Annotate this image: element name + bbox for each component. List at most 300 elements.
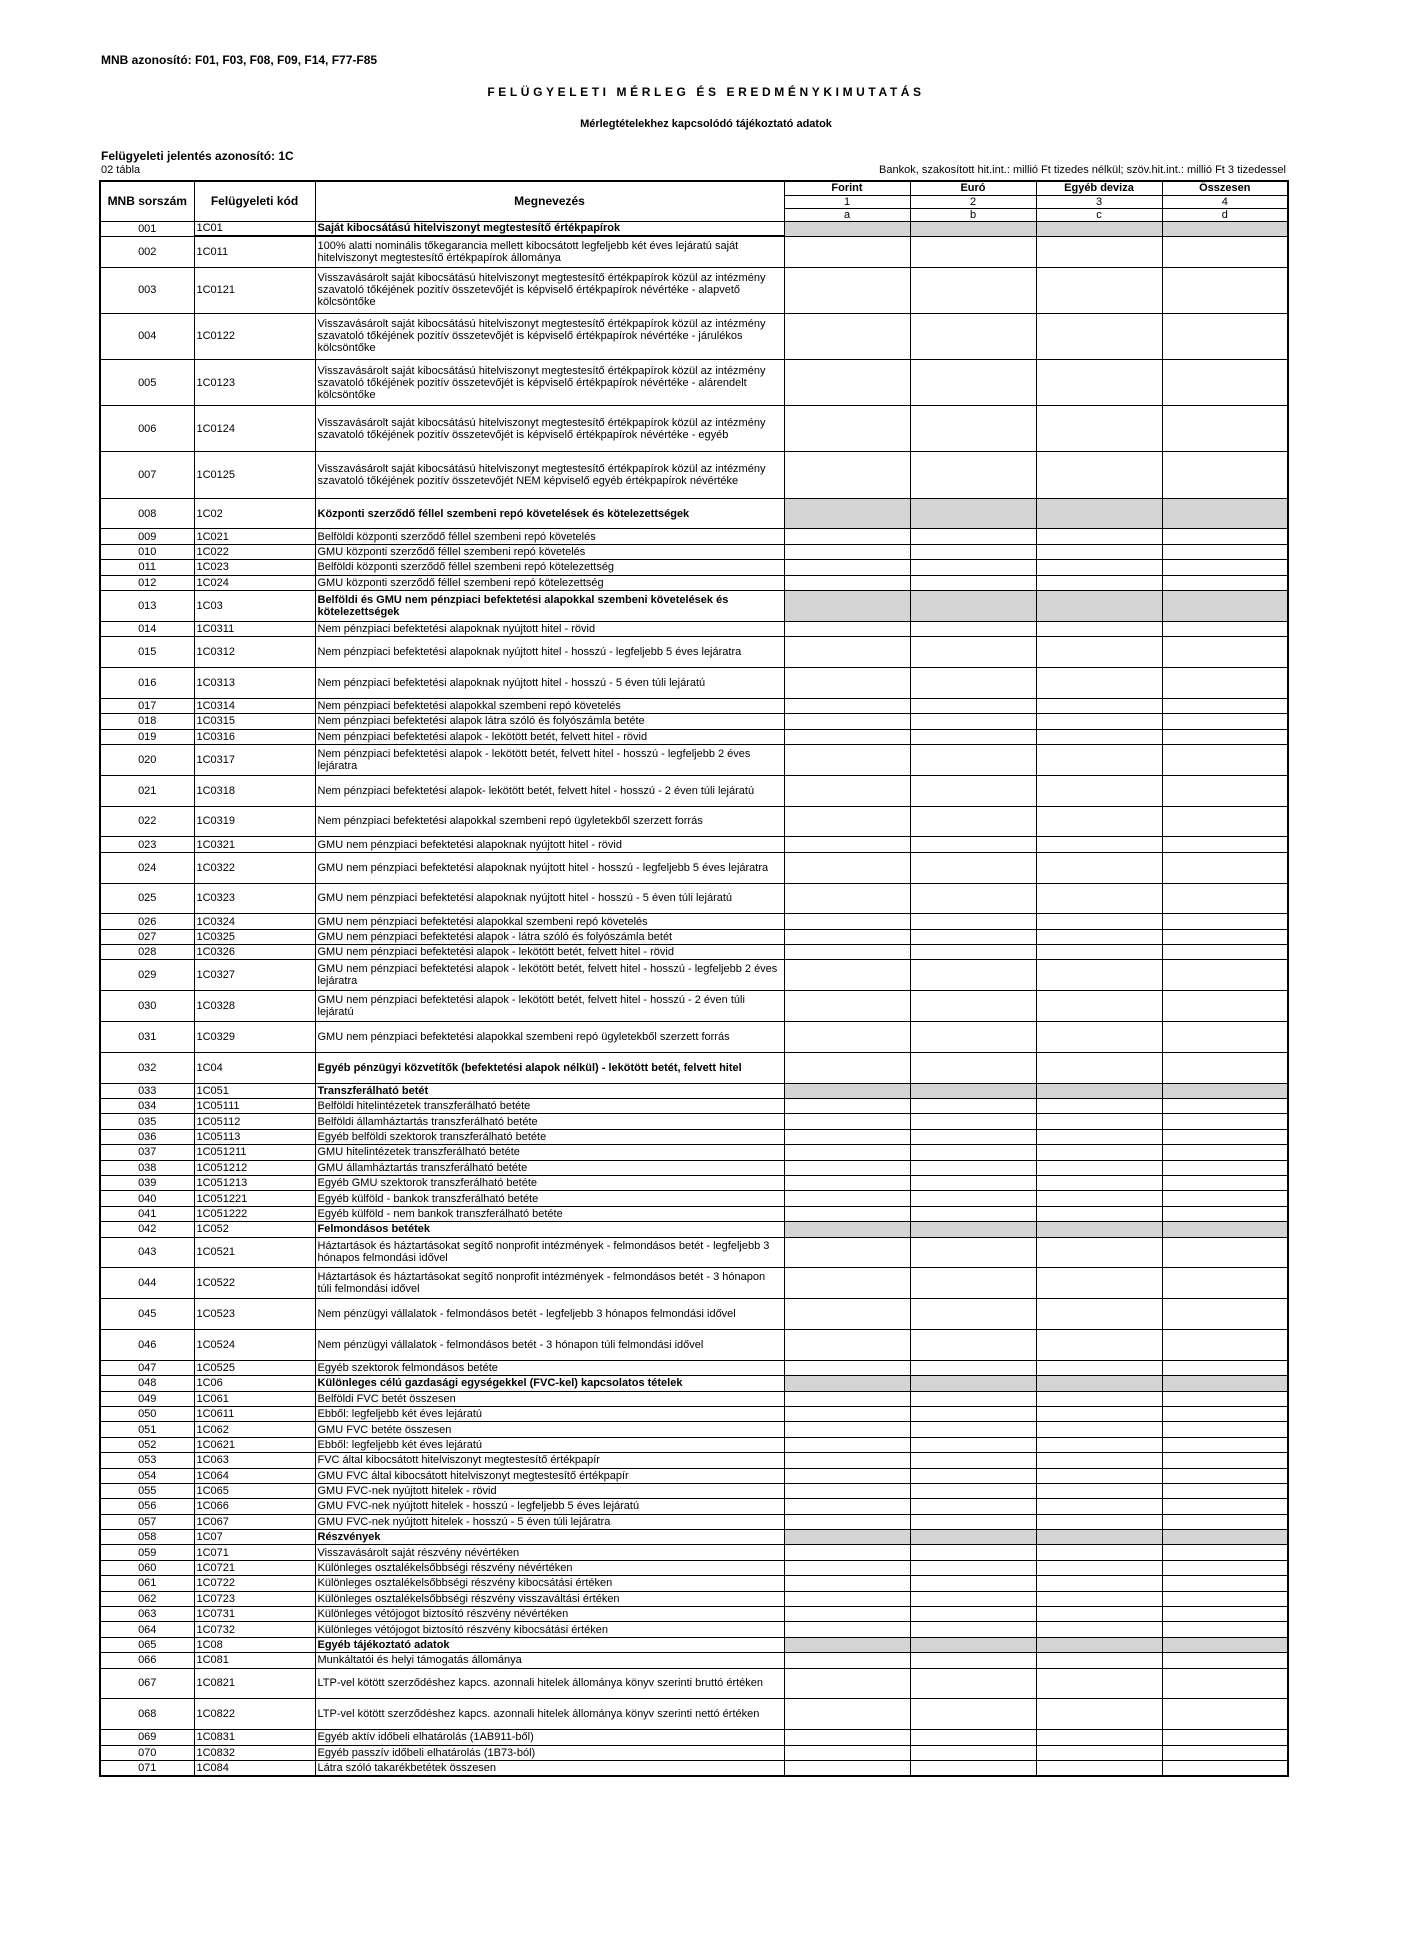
value-cell[interactable] — [910, 406, 1036, 452]
value-cell[interactable] — [1036, 1329, 1162, 1360]
value-cell[interactable] — [910, 991, 1036, 1022]
value-cell[interactable] — [1036, 744, 1162, 775]
value-cell[interactable] — [910, 1114, 1036, 1129]
value-cell[interactable] — [1036, 1622, 1162, 1637]
value-cell[interactable] — [910, 744, 1036, 775]
value-cell[interactable] — [1036, 560, 1162, 575]
value-cell[interactable] — [1036, 1376, 1162, 1391]
value-cell[interactable] — [784, 621, 910, 636]
value-cell[interactable] — [1162, 1468, 1288, 1483]
value-cell[interactable] — [1036, 1699, 1162, 1730]
value-cell[interactable] — [784, 945, 910, 960]
value-cell[interactable] — [784, 1453, 910, 1468]
value-cell[interactable] — [910, 1653, 1036, 1668]
value-cell[interactable] — [910, 1576, 1036, 1591]
value-cell[interactable] — [910, 1360, 1036, 1375]
value-cell[interactable] — [1162, 1299, 1288, 1330]
value-cell[interactable] — [910, 960, 1036, 991]
value-cell[interactable] — [1162, 1114, 1288, 1129]
value-cell[interactable] — [1036, 1360, 1162, 1375]
value-cell[interactable] — [910, 236, 1036, 267]
value-cell[interactable] — [910, 1668, 1036, 1699]
value-cell[interactable] — [1036, 929, 1162, 944]
value-cell[interactable] — [1162, 1576, 1288, 1591]
value-cell[interactable] — [1162, 1376, 1288, 1391]
row-number: 017 — [100, 698, 194, 713]
value-cell[interactable] — [910, 1299, 1036, 1330]
value-cell[interactable] — [910, 1160, 1036, 1175]
value-cell[interactable] — [1162, 1514, 1288, 1529]
value-cell[interactable] — [784, 698, 910, 713]
value-cell[interactable] — [1162, 1453, 1288, 1468]
value-cell[interactable] — [910, 1391, 1036, 1406]
value-cell[interactable] — [1036, 960, 1162, 991]
value-cell[interactable] — [784, 1514, 910, 1529]
value-cell[interactable] — [1162, 637, 1288, 668]
value-cell[interactable] — [1162, 313, 1288, 359]
value-cell[interactable] — [784, 1545, 910, 1560]
value-cell[interactable] — [1036, 1052, 1162, 1083]
value-cell[interactable] — [910, 1191, 1036, 1206]
value-cell[interactable] — [1162, 236, 1288, 267]
value-cell[interactable] — [910, 313, 1036, 359]
value-cell[interactable] — [910, 714, 1036, 729]
table-row — [100, 1668, 1288, 1699]
value-cell[interactable] — [910, 883, 1036, 914]
value-cell[interactable] — [784, 529, 910, 544]
value-cell[interactable] — [1162, 1422, 1288, 1437]
value-cell[interactable] — [1162, 714, 1288, 729]
value-cell[interactable] — [910, 1083, 1036, 1098]
value-cell[interactable] — [1036, 1653, 1162, 1668]
table-row — [100, 1176, 1288, 1191]
value-cell[interactable] — [1036, 1176, 1162, 1191]
value-cell[interactable] — [1162, 529, 1288, 544]
value-cell[interactable] — [910, 452, 1036, 498]
value-cell[interactable] — [784, 775, 910, 806]
value-cell[interactable] — [910, 1591, 1036, 1606]
value-cell[interactable] — [784, 744, 910, 775]
value-cell[interactable] — [784, 1237, 910, 1268]
value-cell[interactable] — [1162, 621, 1288, 636]
value-cell[interactable] — [1162, 1545, 1288, 1560]
value-cell[interactable] — [910, 267, 1036, 313]
value-cell[interactable] — [1162, 1499, 1288, 1514]
value-cell[interactable] — [784, 714, 910, 729]
value-cell[interactable] — [784, 1376, 910, 1391]
value-cell[interactable] — [910, 1637, 1036, 1652]
row-name: GMU FVC-nek nyújtott hitelek - rövid — [315, 1483, 784, 1498]
value-cell[interactable] — [784, 1668, 910, 1699]
value-cell[interactable] — [910, 1453, 1036, 1468]
value-cell[interactable] — [1162, 945, 1288, 960]
value-cell[interactable] — [1162, 1329, 1288, 1360]
value-cell[interactable] — [1162, 1191, 1288, 1206]
value-cell[interactable] — [1162, 1745, 1288, 1760]
value-cell[interactable] — [1036, 1607, 1162, 1622]
value-cell[interactable] — [910, 1237, 1036, 1268]
value-cell[interactable] — [910, 1052, 1036, 1083]
value-cell[interactable] — [910, 1730, 1036, 1745]
value-cell[interactable] — [1162, 1391, 1288, 1406]
value-cell[interactable] — [1162, 590, 1288, 621]
value-cell[interactable] — [1036, 313, 1162, 359]
value-cell[interactable] — [910, 575, 1036, 590]
value-cell[interactable] — [1162, 406, 1288, 452]
value-cell[interactable] — [910, 1422, 1036, 1437]
value-cell[interactable] — [910, 560, 1036, 575]
value-cell[interactable] — [784, 1560, 910, 1575]
value-cell[interactable] — [784, 1268, 910, 1299]
value-cell[interactable] — [1036, 1499, 1162, 1514]
value-cell[interactable] — [1162, 498, 1288, 529]
value-cell[interactable] — [1036, 667, 1162, 698]
value-cell[interactable] — [784, 590, 910, 621]
value-cell[interactable] — [910, 498, 1036, 529]
value-cell[interactable] — [1036, 852, 1162, 883]
value-cell[interactable] — [784, 1391, 910, 1406]
value-cell[interactable] — [1162, 544, 1288, 559]
value-cell[interactable] — [1036, 1083, 1162, 1098]
value-cell[interactable] — [910, 1745, 1036, 1760]
value-cell[interactable] — [784, 1637, 910, 1652]
value-cell[interactable] — [1036, 1114, 1162, 1129]
value-cell[interactable] — [1036, 1730, 1162, 1745]
value-cell[interactable] — [784, 1530, 910, 1545]
value-cell[interactable] — [784, 1206, 910, 1221]
value-cell[interactable] — [1036, 837, 1162, 852]
value-cell[interactable] — [1036, 221, 1162, 236]
row-number: 053 — [100, 1453, 194, 1468]
value-cell[interactable] — [1162, 1668, 1288, 1699]
value-cell[interactable] — [784, 1222, 910, 1237]
value-cell[interactable] — [1036, 1591, 1162, 1606]
value-cell[interactable] — [1162, 560, 1288, 575]
value-cell[interactable] — [1036, 452, 1162, 498]
value-cell[interactable] — [784, 1329, 910, 1360]
value-cell[interactable] — [910, 914, 1036, 929]
value-cell[interactable] — [1036, 1129, 1162, 1144]
value-cell[interactable] — [1036, 1530, 1162, 1545]
value-cell[interactable] — [784, 1422, 910, 1437]
value-cell[interactable] — [1162, 1483, 1288, 1498]
value-cell[interactable] — [910, 945, 1036, 960]
value-cell[interactable] — [1162, 1145, 1288, 1160]
value-cell[interactable] — [1036, 1514, 1162, 1529]
value-cell[interactable] — [784, 991, 910, 1022]
value-cell[interactable] — [1162, 1653, 1288, 1668]
value-cell[interactable] — [1036, 1099, 1162, 1114]
value-cell[interactable] — [784, 1437, 910, 1452]
value-cell[interactable] — [784, 852, 910, 883]
mnb-identifier: MNB azonosító: F01, F03, F08, F09, F14, F77-F85 — [101, 53, 378, 67]
value-cell[interactable] — [784, 1052, 910, 1083]
value-cell[interactable] — [910, 1099, 1036, 1114]
value-cell[interactable] — [1162, 744, 1288, 775]
value-cell[interactable] — [1036, 236, 1162, 267]
value-cell[interactable] — [1036, 1160, 1162, 1175]
value-cell[interactable] — [784, 1730, 910, 1745]
value-cell[interactable] — [784, 267, 910, 313]
value-cell[interactable] — [784, 637, 910, 668]
row-number: 010 — [100, 544, 194, 559]
value-cell[interactable] — [784, 914, 910, 929]
value-cell[interactable] — [910, 1530, 1036, 1545]
value-cell[interactable] — [1036, 1145, 1162, 1160]
value-cell[interactable] — [784, 1022, 910, 1053]
value-cell[interactable] — [910, 1129, 1036, 1144]
value-cell[interactable] — [910, 929, 1036, 944]
row-name: Nem pénzpiaci befektetési alapokkal szembeni repó követelés — [315, 698, 784, 713]
value-cell[interactable] — [784, 1607, 910, 1622]
value-cell[interactable] — [784, 1099, 910, 1114]
value-cell[interactable] — [1036, 1237, 1162, 1268]
value-cell[interactable] — [784, 221, 910, 236]
value-cell[interactable] — [1036, 1222, 1162, 1237]
value-cell[interactable] — [1162, 1360, 1288, 1375]
value-cell[interactable] — [1036, 775, 1162, 806]
value-cell[interactable] — [1162, 914, 1288, 929]
value-cell[interactable] — [1162, 1437, 1288, 1452]
value-cell[interactable] — [784, 1760, 910, 1775]
value-cell[interactable] — [784, 806, 910, 837]
value-cell[interactable] — [1162, 698, 1288, 713]
value-cell[interactable] — [1036, 1422, 1162, 1437]
value-cell[interactable] — [784, 1083, 910, 1098]
value-cell[interactable] — [910, 1468, 1036, 1483]
value-cell[interactable] — [1036, 714, 1162, 729]
value-cell[interactable] — [1162, 1560, 1288, 1575]
value-cell[interactable] — [1162, 1160, 1288, 1175]
value-cell[interactable] — [1162, 575, 1288, 590]
value-cell[interactable] — [784, 1483, 910, 1498]
value-cell[interactable] — [1162, 806, 1288, 837]
value-cell[interactable] — [784, 1114, 910, 1129]
row-name: GMU FVC-nek nyújtott hitelek - hosszú - legfeljebb 5 éves lejáratú — [315, 1499, 784, 1514]
value-cell[interactable] — [910, 1622, 1036, 1637]
value-cell[interactable] — [910, 637, 1036, 668]
value-cell[interactable] — [1162, 1268, 1288, 1299]
value-cell[interactable] — [910, 1514, 1036, 1529]
value-cell[interactable] — [910, 729, 1036, 744]
value-cell[interactable] — [910, 806, 1036, 837]
value-cell[interactable] — [784, 1299, 910, 1330]
value-cell[interactable] — [1036, 1391, 1162, 1406]
value-cell[interactable] — [1162, 360, 1288, 406]
value-cell[interactable] — [784, 1468, 910, 1483]
value-cell[interactable] — [784, 1406, 910, 1421]
value-cell[interactable] — [1036, 1468, 1162, 1483]
value-cell[interactable] — [1036, 1299, 1162, 1330]
value-cell[interactable] — [1036, 729, 1162, 744]
value-cell[interactable] — [1162, 991, 1288, 1022]
value-cell[interactable] — [910, 221, 1036, 236]
value-cell[interactable] — [1036, 945, 1162, 960]
value-cell[interactable] — [784, 1499, 910, 1514]
value-cell[interactable] — [910, 1607, 1036, 1622]
value-cell[interactable] — [784, 929, 910, 944]
value-cell[interactable] — [1162, 1176, 1288, 1191]
value-cell[interactable] — [1036, 1576, 1162, 1591]
value-cell[interactable] — [910, 544, 1036, 559]
value-cell[interactable] — [784, 498, 910, 529]
value-cell[interactable] — [1036, 1745, 1162, 1760]
value-cell[interactable] — [1036, 1668, 1162, 1699]
table-row — [100, 1422, 1288, 1437]
value-cell[interactable] — [910, 1145, 1036, 1160]
value-cell[interactable] — [1162, 1206, 1288, 1221]
value-cell[interactable] — [1036, 1191, 1162, 1206]
value-cell[interactable] — [1162, 1129, 1288, 1144]
value-cell[interactable] — [910, 1483, 1036, 1498]
value-cell[interactable] — [784, 1129, 910, 1144]
value-cell[interactable] — [1036, 1022, 1162, 1053]
value-cell[interactable] — [910, 1437, 1036, 1452]
value-cell[interactable] — [784, 1745, 910, 1760]
value-cell[interactable] — [1162, 1760, 1288, 1775]
value-cell[interactable] — [1036, 1406, 1162, 1421]
row-code: 1C022 — [194, 544, 315, 559]
value-cell[interactable] — [910, 360, 1036, 406]
row-name: Egyéb szektorok felmondásos betéte — [315, 1360, 784, 1375]
value-cell[interactable] — [784, 452, 910, 498]
value-cell[interactable] — [1036, 575, 1162, 590]
value-cell[interactable] — [1036, 1545, 1162, 1560]
value-cell[interactable] — [910, 529, 1036, 544]
value-cell[interactable] — [1036, 1637, 1162, 1652]
value-cell[interactable] — [784, 1160, 910, 1175]
value-cell[interactable] — [910, 1760, 1036, 1775]
value-cell[interactable] — [784, 667, 910, 698]
value-cell[interactable] — [1162, 1607, 1288, 1622]
value-cell[interactable] — [784, 560, 910, 575]
value-cell[interactable] — [910, 1206, 1036, 1221]
value-cell[interactable] — [1162, 1730, 1288, 1745]
value-cell[interactable] — [784, 236, 910, 267]
value-cell[interactable] — [784, 1145, 910, 1160]
value-cell[interactable] — [1162, 775, 1288, 806]
value-cell[interactable] — [1162, 929, 1288, 944]
value-cell[interactable] — [910, 1222, 1036, 1237]
value-cell[interactable] — [1036, 498, 1162, 529]
value-cell[interactable] — [784, 729, 910, 744]
value-cell[interactable] — [1162, 729, 1288, 744]
value-cell[interactable] — [1036, 914, 1162, 929]
value-cell[interactable] — [784, 544, 910, 559]
value-cell[interactable] — [1162, 883, 1288, 914]
value-cell[interactable] — [910, 852, 1036, 883]
value-cell[interactable] — [1036, 1206, 1162, 1221]
value-cell[interactable] — [784, 883, 910, 914]
value-cell[interactable] — [910, 590, 1036, 621]
value-cell[interactable] — [1162, 1530, 1288, 1545]
value-cell[interactable] — [1036, 991, 1162, 1022]
value-cell[interactable] — [1162, 837, 1288, 852]
value-cell[interactable] — [910, 1406, 1036, 1421]
value-cell[interactable] — [784, 1360, 910, 1375]
value-cell[interactable] — [1162, 1622, 1288, 1637]
value-cell[interactable] — [784, 960, 910, 991]
value-cell[interactable] — [784, 360, 910, 406]
value-cell[interactable] — [1036, 529, 1162, 544]
value-cell[interactable] — [910, 621, 1036, 636]
value-cell[interactable] — [1162, 1406, 1288, 1421]
value-cell[interactable] — [1036, 883, 1162, 914]
value-cell[interactable] — [784, 575, 910, 590]
value-cell[interactable] — [1162, 452, 1288, 498]
value-cell[interactable] — [910, 1022, 1036, 1053]
value-cell[interactable] — [784, 406, 910, 452]
value-cell[interactable] — [1162, 1699, 1288, 1730]
value-cell[interactable] — [1036, 406, 1162, 452]
value-cell[interactable] — [1036, 806, 1162, 837]
value-cell[interactable] — [1036, 1760, 1162, 1775]
row-name: Háztartások és háztartásokat segítő nonprofit intézmények - felmondásos betét - 3 hónapon túli felmondási idővel — [315, 1268, 784, 1299]
row-name: GMU nem pénzpiaci befektetési alapok - lekötött betét, felvett hitel - hosszú - legfeljebb 2 éves lejáratra — [315, 960, 784, 991]
value-cell[interactable] — [1036, 1268, 1162, 1299]
value-cell[interactable] — [784, 1699, 910, 1730]
value-cell[interactable] — [910, 1699, 1036, 1730]
value-cell[interactable] — [1162, 1591, 1288, 1606]
value-cell[interactable] — [1162, 1637, 1288, 1652]
value-cell[interactable] — [1162, 1083, 1288, 1098]
value-cell[interactable] — [910, 1499, 1036, 1514]
col-number: 1 — [784, 195, 910, 208]
value-cell[interactable] — [1036, 267, 1162, 313]
value-cell[interactable] — [784, 313, 910, 359]
value-cell[interactable] — [1162, 221, 1288, 236]
value-cell[interactable] — [1036, 1560, 1162, 1575]
value-cell[interactable] — [910, 1560, 1036, 1575]
value-cell[interactable] — [784, 1622, 910, 1637]
value-cell[interactable] — [1162, 1022, 1288, 1053]
value-cell[interactable] — [1162, 267, 1288, 313]
value-cell[interactable] — [1036, 1437, 1162, 1452]
value-cell[interactable] — [1036, 590, 1162, 621]
row-name: LTP-vel kötött szerződéshez kapcs. azonnali hitelek állománya könyv szerinti nettó értéken — [315, 1699, 784, 1730]
value-cell[interactable] — [1162, 1052, 1288, 1083]
value-cell[interactable] — [910, 667, 1036, 698]
value-cell[interactable] — [784, 1576, 910, 1591]
value-cell[interactable] — [910, 837, 1036, 852]
value-cell[interactable] — [910, 1268, 1036, 1299]
value-cell[interactable] — [784, 1653, 910, 1668]
value-cell[interactable] — [1162, 1099, 1288, 1114]
value-cell[interactable] — [1036, 698, 1162, 713]
value-cell[interactable] — [784, 1176, 910, 1191]
value-cell[interactable] — [1036, 544, 1162, 559]
value-cell[interactable] — [1162, 960, 1288, 991]
value-cell[interactable] — [784, 1591, 910, 1606]
value-cell[interactable] — [1162, 852, 1288, 883]
value-cell[interactable] — [1162, 1222, 1288, 1237]
value-cell[interactable] — [1036, 1453, 1162, 1468]
value-cell[interactable] — [910, 698, 1036, 713]
value-cell[interactable] — [910, 1545, 1036, 1560]
value-cell[interactable] — [910, 1329, 1036, 1360]
value-cell[interactable] — [1036, 637, 1162, 668]
value-cell[interactable] — [784, 837, 910, 852]
value-cell[interactable] — [1036, 360, 1162, 406]
value-cell[interactable] — [1036, 621, 1162, 636]
value-cell[interactable] — [1162, 1237, 1288, 1268]
value-cell[interactable] — [784, 1191, 910, 1206]
value-cell[interactable] — [1036, 1483, 1162, 1498]
value-cell[interactable] — [910, 1376, 1036, 1391]
value-cell[interactable] — [1162, 667, 1288, 698]
value-cell[interactable] — [910, 775, 1036, 806]
value-cell[interactable] — [910, 1176, 1036, 1191]
